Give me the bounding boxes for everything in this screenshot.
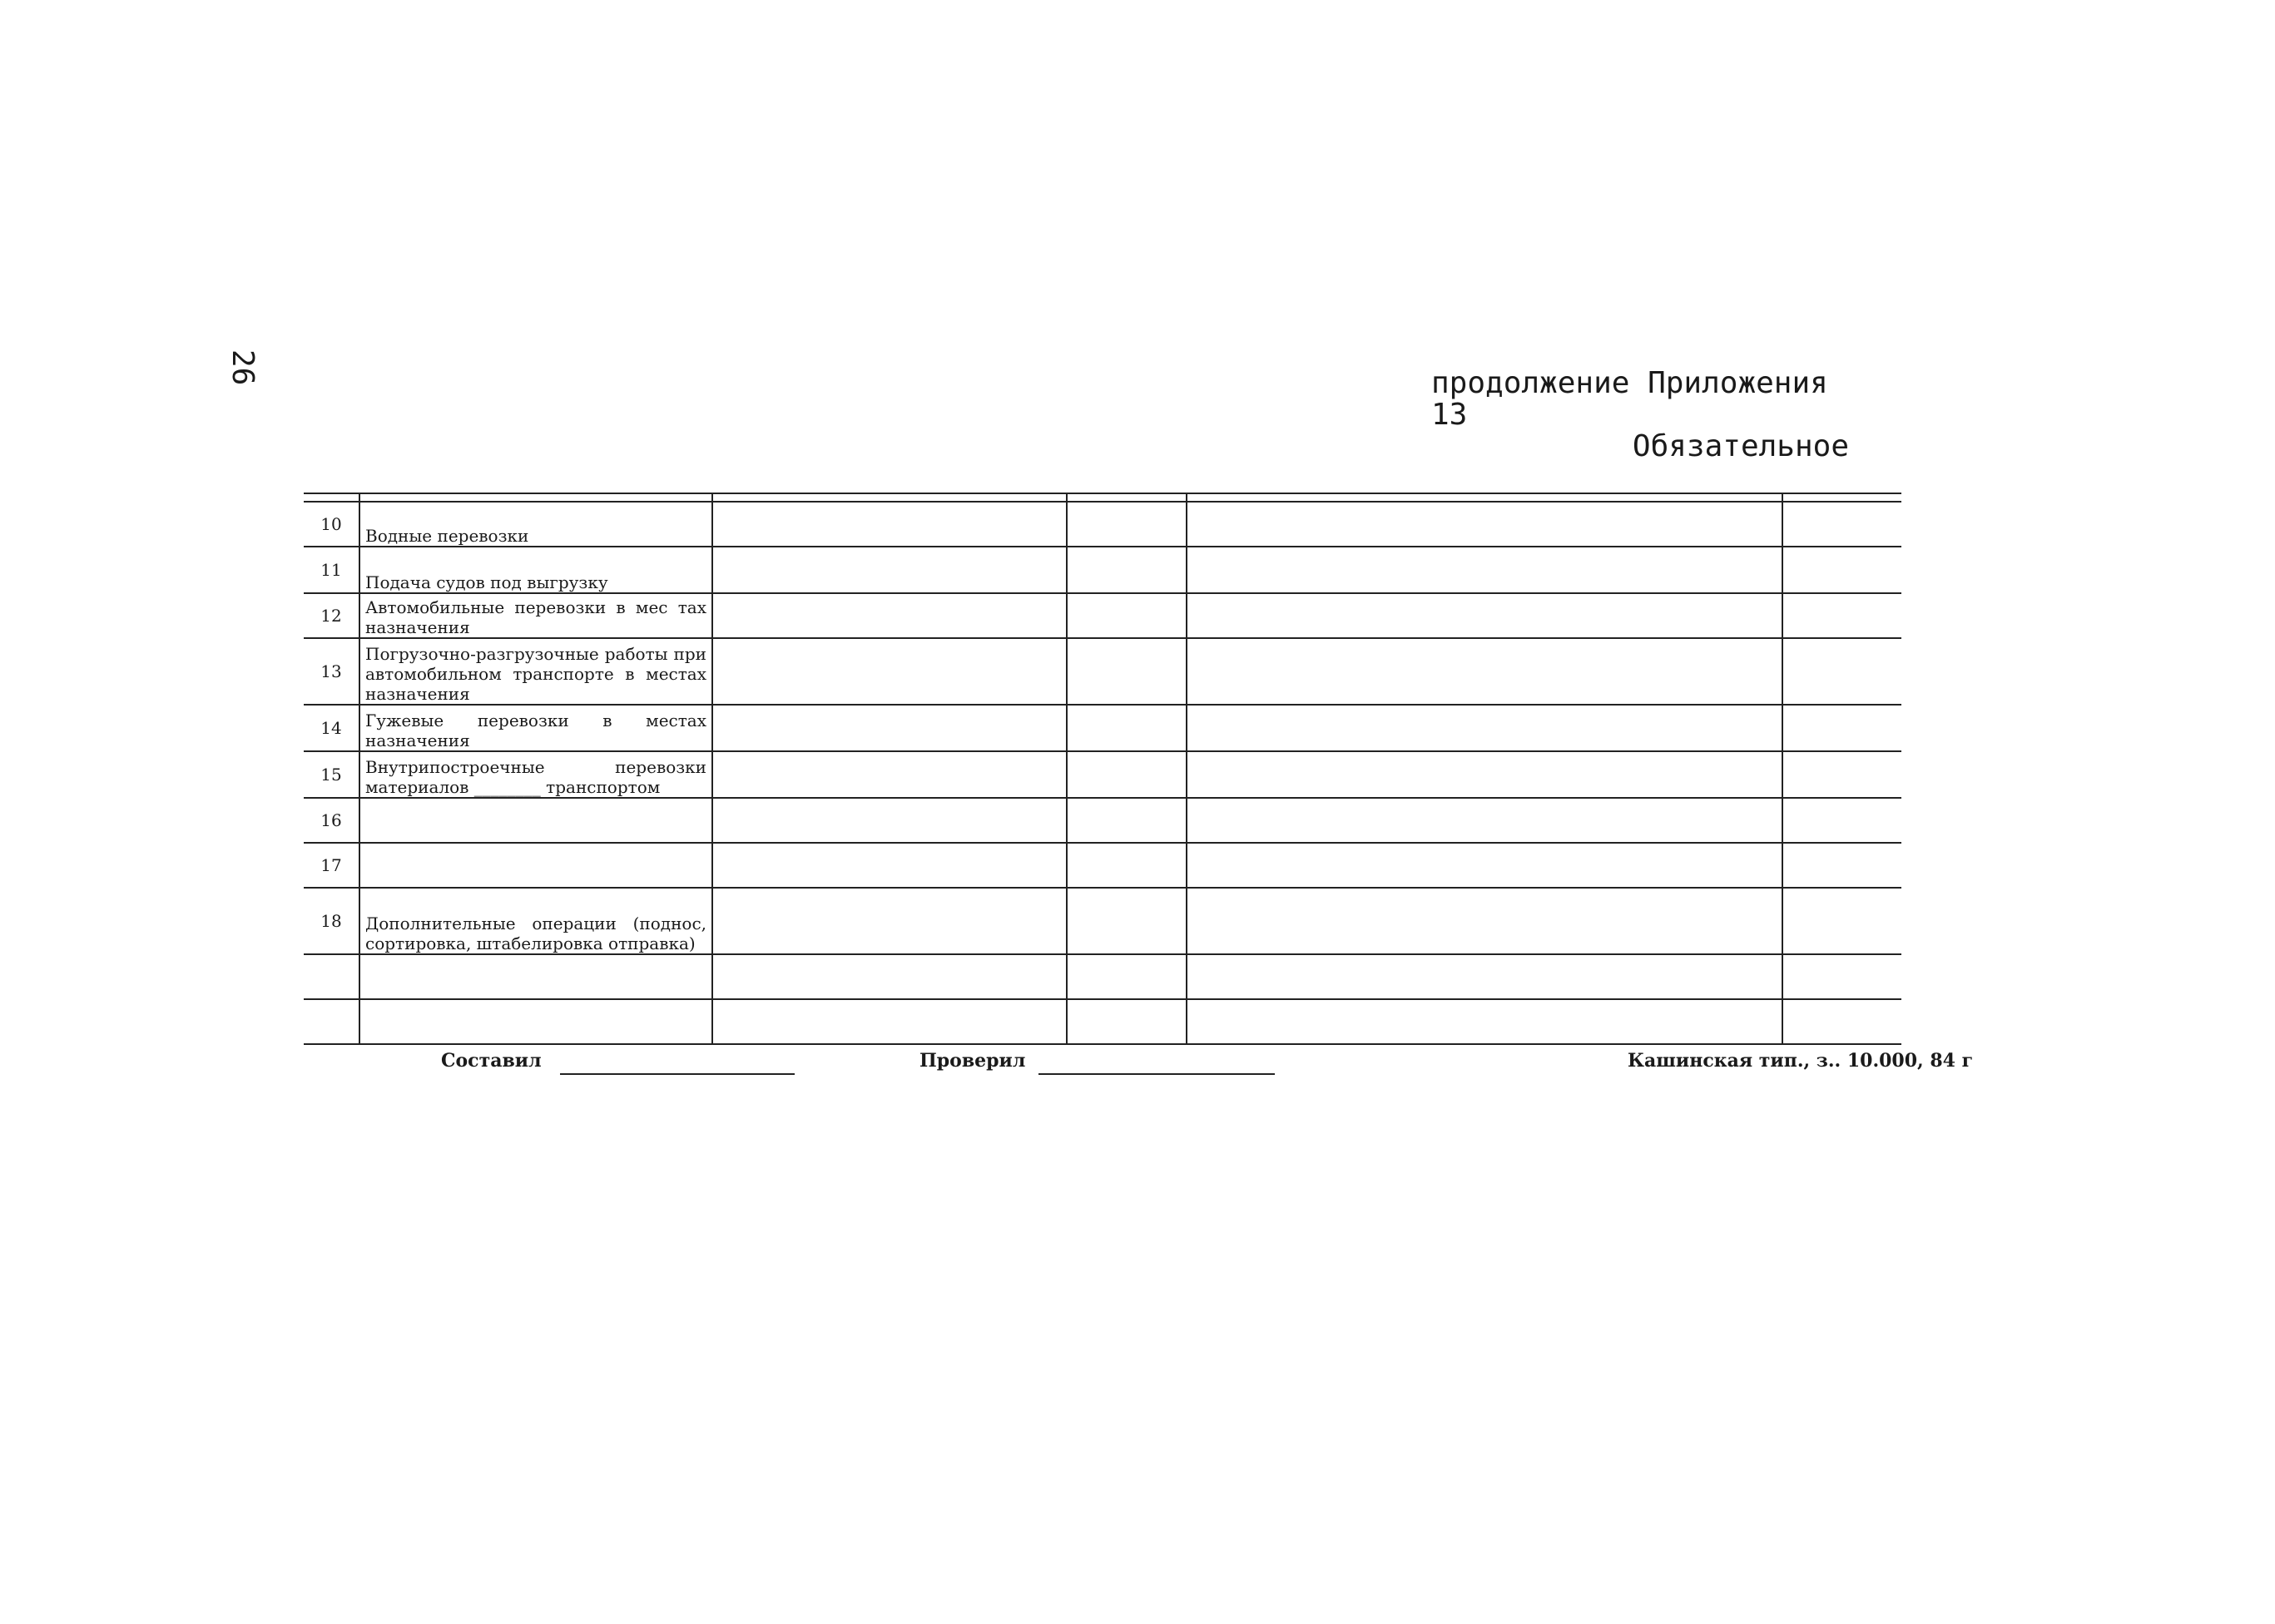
empty-cell xyxy=(712,999,914,1044)
row-description: Подача судов под выгрузку xyxy=(359,547,712,593)
empty-cell xyxy=(1782,999,1901,1044)
empty-cell xyxy=(1067,888,1187,954)
empty-cell xyxy=(1782,502,1901,547)
empty-cell xyxy=(1782,843,1901,888)
table-row xyxy=(304,502,1901,547)
table-row xyxy=(304,705,1901,751)
empty-cell xyxy=(712,751,914,798)
empty-cell xyxy=(1672,999,1782,1044)
row-number xyxy=(304,999,359,1044)
empty-cell xyxy=(1782,954,1901,999)
empty-cell xyxy=(712,798,914,843)
row-description xyxy=(359,798,712,843)
empty-cell xyxy=(1187,843,1672,888)
empty-cell xyxy=(1067,705,1187,751)
empty-cell xyxy=(914,999,1067,1044)
empty-cell xyxy=(712,888,914,954)
empty-cell xyxy=(914,705,1067,751)
row-description: Автомобильные перевозки в мес тах назначения xyxy=(359,593,712,638)
empty-cell xyxy=(1067,547,1187,593)
empty-cell xyxy=(914,751,1067,798)
empty-cell xyxy=(1672,502,1782,547)
empty-cell xyxy=(914,843,1067,888)
row-description: Дополнительные операции (поднос, сортировка, штабелировка отправка) xyxy=(359,888,712,954)
row-description: Погрузочно-разгрузочные работы при автомобильном транспорте в местах назначения xyxy=(359,638,712,705)
row-number: 12 xyxy=(304,593,359,638)
empty-cell xyxy=(1782,593,1901,638)
table-row xyxy=(304,843,1901,888)
empty-cell xyxy=(1782,638,1901,705)
row-number: 11 xyxy=(304,547,359,593)
transport-table xyxy=(304,493,1901,1045)
empty-cell xyxy=(1067,502,1187,547)
empty-cell xyxy=(1067,954,1187,999)
empty-cell xyxy=(712,705,914,751)
empty-cell xyxy=(914,593,1067,638)
empty-cell xyxy=(914,954,1067,999)
empty-cell xyxy=(712,954,914,999)
checked-signature-line xyxy=(1038,1073,1275,1075)
appendix-status: Обязательное xyxy=(1632,429,1849,463)
empty-cell xyxy=(1187,888,1672,954)
compiled-label: Составил xyxy=(441,1050,542,1072)
empty-cell xyxy=(1067,751,1187,798)
empty-cell xyxy=(1672,547,1782,593)
table-row xyxy=(304,593,1901,638)
empty-cell xyxy=(1672,954,1782,999)
row-number: 18 xyxy=(304,888,359,954)
empty-cell xyxy=(1067,798,1187,843)
empty-cell xyxy=(1672,705,1782,751)
empty-cell xyxy=(1672,798,1782,843)
table-header-row xyxy=(304,493,1901,502)
empty-cell xyxy=(1187,502,1672,547)
row-number: 14 xyxy=(304,705,359,751)
empty-cell xyxy=(914,888,1067,954)
row-description: Водные перевозки xyxy=(359,502,712,547)
empty-cell xyxy=(1782,547,1901,593)
empty-cell xyxy=(1672,843,1782,888)
table-row xyxy=(304,888,1901,954)
row-description: Гужевые перевозки в местах назначения xyxy=(359,705,712,751)
appendix-title: продолжение Приложения 13 xyxy=(1431,366,1828,432)
empty-cell xyxy=(1187,705,1672,751)
print-note: Кашинская тип., з.. 10.000, 84 г xyxy=(1628,1050,1974,1072)
empty-cell xyxy=(712,638,914,705)
empty-cell xyxy=(1782,705,1901,751)
row-number: 17 xyxy=(304,843,359,888)
appendix-header xyxy=(1431,368,1872,463)
empty-cell xyxy=(1187,547,1672,593)
row-description xyxy=(359,954,712,999)
table-row xyxy=(304,638,1901,705)
empty-cell xyxy=(1067,843,1187,888)
empty-cell xyxy=(1187,798,1672,843)
empty-cell xyxy=(712,593,914,638)
row-description xyxy=(359,843,712,888)
row-number: 13 xyxy=(304,638,359,705)
row-description xyxy=(359,999,712,1044)
empty-cell xyxy=(1672,751,1782,798)
checked-label: Проверил xyxy=(919,1050,1026,1072)
empty-cell xyxy=(914,798,1067,843)
empty-cell xyxy=(1672,638,1782,705)
table-row xyxy=(304,547,1901,593)
empty-cell xyxy=(1782,751,1901,798)
empty-cell xyxy=(1187,638,1672,705)
empty-cell xyxy=(1187,751,1672,798)
row-number xyxy=(304,954,359,999)
table-row xyxy=(304,798,1901,843)
empty-cell xyxy=(712,547,914,593)
page-number: 26 xyxy=(226,349,260,386)
empty-cell xyxy=(1782,888,1901,954)
compiled-signature-line xyxy=(560,1073,795,1075)
empty-cell xyxy=(1187,999,1672,1044)
empty-cell xyxy=(712,843,914,888)
empty-cell xyxy=(1782,798,1901,843)
empty-cell xyxy=(1187,593,1672,638)
row-number: 15 xyxy=(304,751,359,798)
empty-cell xyxy=(1672,888,1782,954)
row-number: 10 xyxy=(304,502,359,547)
empty-cell xyxy=(914,638,1067,705)
row-number: 16 xyxy=(304,798,359,843)
empty-cell xyxy=(914,502,1067,547)
empty-cell xyxy=(1067,593,1187,638)
empty-cell xyxy=(1187,954,1672,999)
table-row xyxy=(304,999,1901,1044)
table-row xyxy=(304,751,1901,798)
row-description: Внутрипостроечные перевозки материалов ________ транспортом xyxy=(359,751,712,798)
table-row xyxy=(304,954,1901,999)
empty-cell xyxy=(914,547,1067,593)
empty-cell xyxy=(1672,593,1782,638)
empty-cell xyxy=(712,502,914,547)
empty-cell xyxy=(1067,999,1187,1044)
empty-cell xyxy=(1067,638,1187,705)
